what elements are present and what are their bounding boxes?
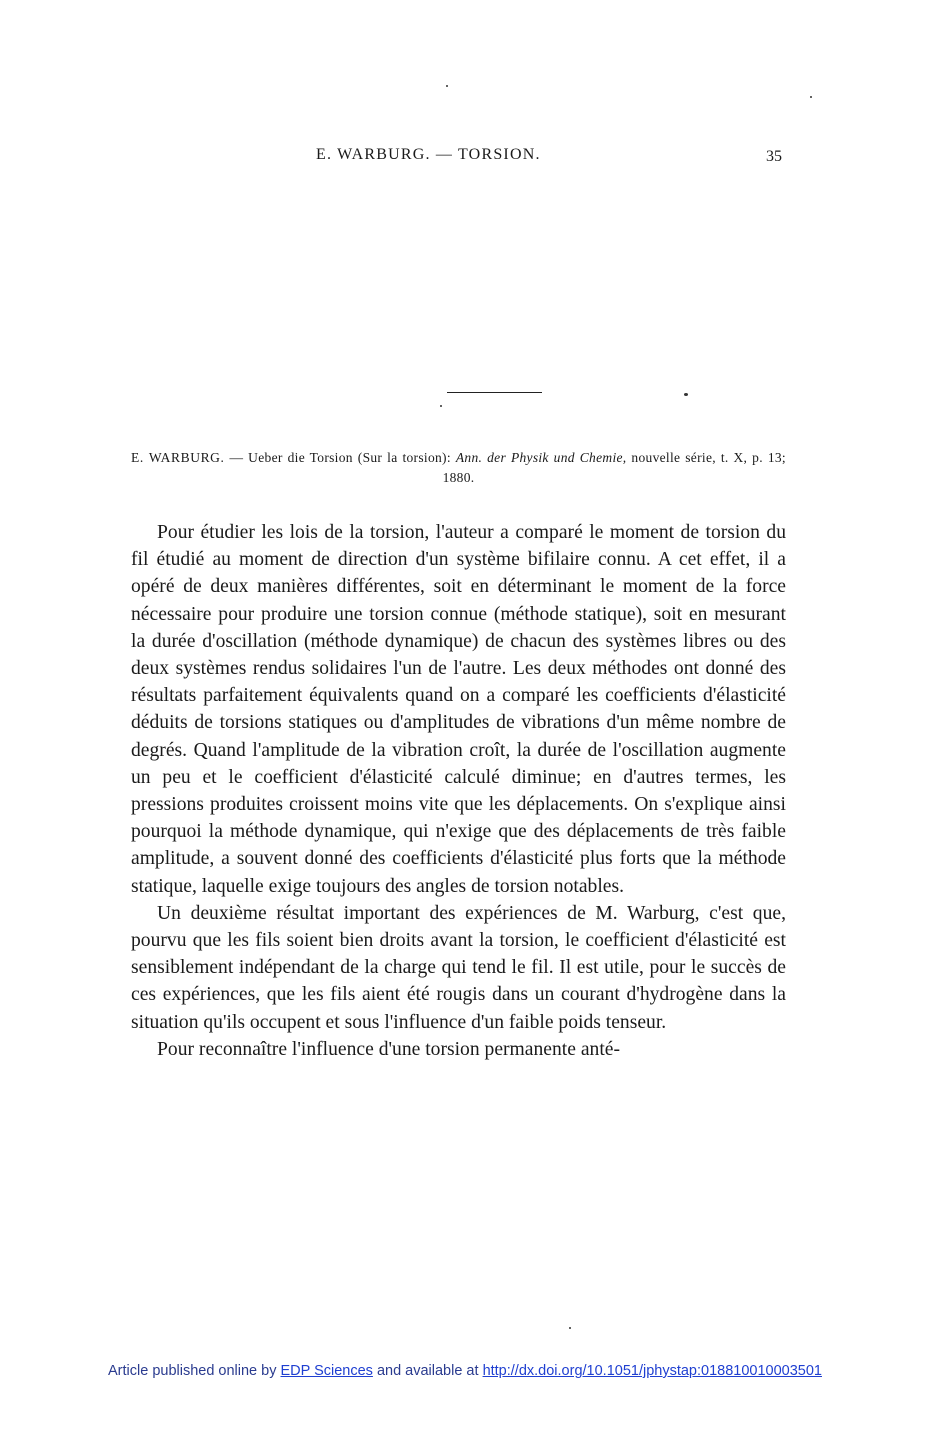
citation-details: nouvelle série, t. X, p. 13; 1880.: [442, 450, 786, 485]
running-title: E. WARBURG. — TORSION.: [316, 146, 541, 163]
footer-middle: and available at: [372, 1363, 483, 1379]
citation-author: E. WARBURG.: [131, 450, 225, 465]
speck: [684, 393, 688, 396]
paragraph: Pour étudier les lois de la torsion, l'auteur a comparé le moment de torsion du fil étudié au moment de direction d'un système bifilaire connu. A cet effet, il a opéré de deux manières différentes, soit en déterminant le moment de la force nécessaire pour produire une torsion connue (méthode statique), soit en mesurant la durée d'oscillation (méthode dynamique) de chacun des systèmes libres ou des deux systèmes rendus solidaires l'un de l'autre. Les deux méthodes ont donné des résultats parfaitement équivalents quand on a comparé les coefficients d'élasticité déduits de torsions statiques ou d'amplitudes de vibrations d'un même nombre de degrés. Quand l'amplitude de la vibration croît, la durée de l'oscillation augmente un peu et le coefficient d'élasticité calculé diminue; en d'autres termes, les pressions produites croissent moins vite que les déplacements. On s'explique ainsi pourquoi la méthode dynamique, qui n'exige que des déplacements de très faible amplitude, a souvent donné des coefficients d'élasticité plus forts que la méthode statique, laquelle exige toujours des angles de torsion notables.: [131, 522, 786, 897]
paragraph: Un deuxième résultat important des expériences de M. Warburg, c'est que, pourvu que les fils soient bien droits avant la torsion, le coefficient d'élasticité est sensiblement indépendant de la charge qui tend le fil. Il est utile, pour le succès de ces expériences, que les fils aient été rougis dans un courant d'hydrogène dans la situation qu'ils occupent et sous l'influence d'un faible poids tenseur.: [131, 902, 786, 1033]
article-body: [131, 519, 786, 1063]
publisher-link[interactable]: EDP Sciences: [280, 1363, 373, 1379]
footer-prefix: Article published online by: [108, 1363, 281, 1379]
bibliographic-citation: [131, 448, 786, 488]
speck: [569, 1327, 571, 1329]
section-rule: [447, 392, 542, 393]
citation-title: — Ueber die Torsion (Sur la torsion):: [224, 450, 456, 465]
publication-footer: [0, 1363, 930, 1379]
paragraph: Pour reconnaître l'influence d'une torsion permanente anté-: [157, 1038, 620, 1060]
speck: [810, 96, 812, 98]
citation-journal: Ann. der Physik und Chemie,: [455, 450, 627, 465]
speck: [446, 85, 448, 87]
page-number: 35: [766, 148, 782, 165]
speck: [440, 405, 442, 407]
doi-link[interactable]: http://dx.doi.org/10.1051/jphystap:018810010003501: [482, 1363, 822, 1379]
